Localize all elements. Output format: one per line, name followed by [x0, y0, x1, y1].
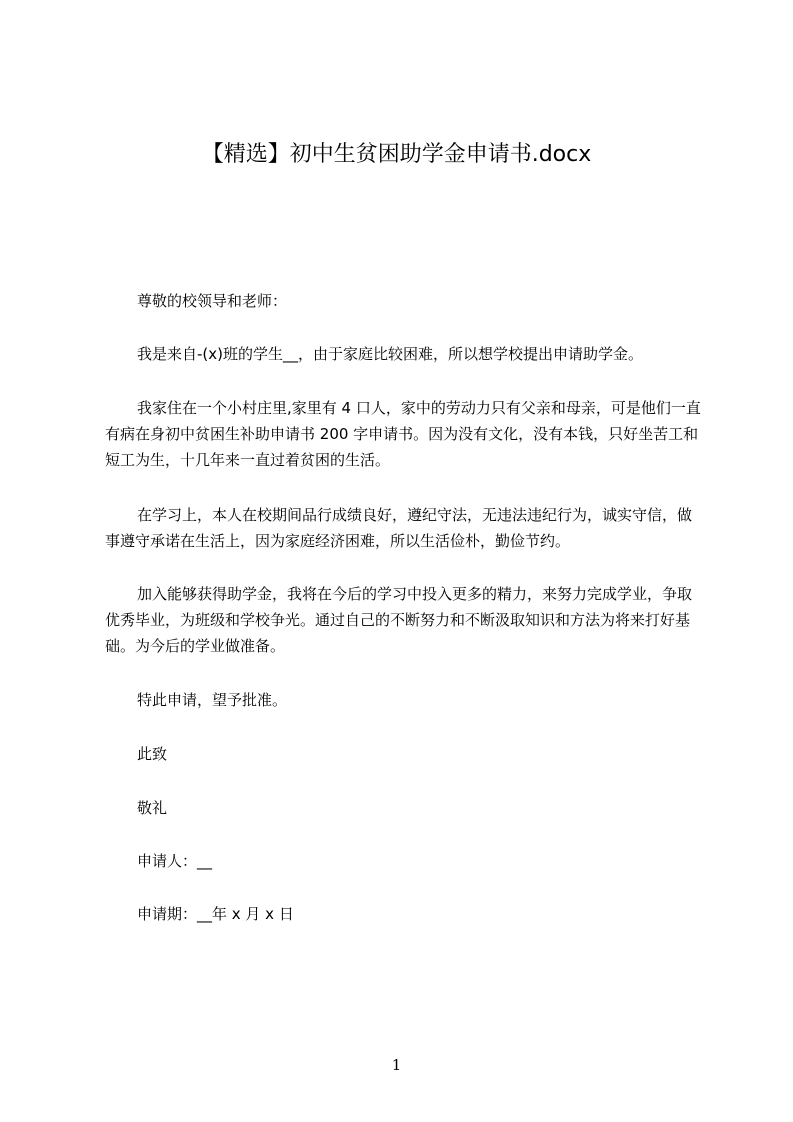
page-number: 1 — [391, 1056, 402, 1074]
closing-line-2: 敬礼 — [137, 799, 168, 817]
date-line: 申请期：__年 x 月 x 日 — [137, 905, 294, 923]
paragraph-study: 在学习上，本人在校期间品行成绩良好，遵纪守法，无违法违纪行为，诚实守信，做事遵守承诺在生活上，因为家庭经济困难，所以生活俭朴，勤俭节约。 — [105, 506, 693, 550]
paragraph-family: 我家住在一个小村庄里,家里有 4 口人，家中的劳动力只有父亲和母亲，可是他们一直有病在身初中贫困生补助申请书 200 字申请书。因为没有文化，没有本钱，只好坐苦工和短工为生，十几年来一直过着贫困的生活。 — [105, 399, 701, 469]
request-line: 特此申请，望予批准。 — [137, 691, 288, 709]
closing-line-1: 此致 — [137, 745, 168, 763]
paragraph-intro: 我是来自-(x)班的学生__，由于家庭比较困难，所以想学校提出申请助学金。 — [137, 345, 643, 363]
salutation: 尊敬的校领导和老师： — [137, 292, 288, 310]
paragraph-commitment: 加入能够获得助学金，我将在今后的学习中投入更多的精力，来努力完成学业，争取优秀毕业，为班级和学校争光。通过自己的不断努力和不断汲取知识和方法为将来打好基础。为今后的学业做准备。 — [105, 585, 693, 655]
applicant-line: 申请人：__ — [137, 852, 213, 870]
document-title: 【精选】初中生贫困助学金申请书.docx — [201, 142, 592, 167]
